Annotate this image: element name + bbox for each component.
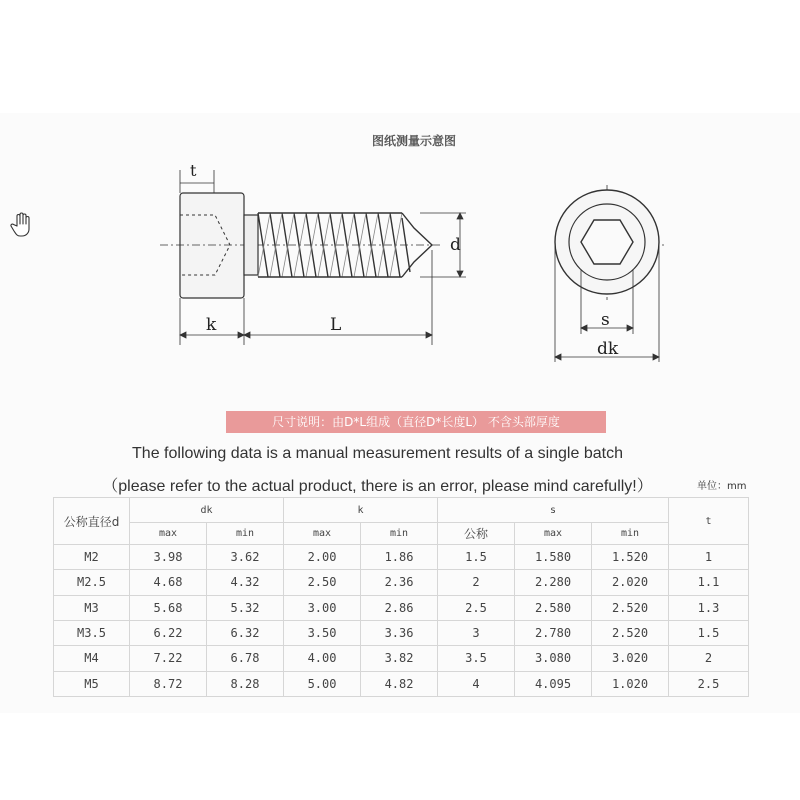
header-s: s [438,498,669,523]
table-cell: 3 [438,620,515,645]
table-cell: 4.82 [361,671,438,696]
table-cell: 1.580 [515,545,592,570]
table-cell: 2 [438,570,515,595]
table-cell: 7.22 [130,646,207,671]
table-cell: 1.3 [669,595,749,620]
table-cell: M3.5 [54,620,130,645]
k-label: k [206,315,217,335]
table-cell: 2.520 [592,595,669,620]
table-cell: M3 [54,595,130,620]
table-cell: 8.28 [207,671,284,696]
table-cell: 1.020 [592,671,669,696]
table-row [54,570,749,595]
table-cell: 5.68 [130,595,207,620]
t-label: t [190,161,197,180]
measurement-note: The following data is a manual measurement results of a single batch [132,445,623,462]
table-row [54,545,749,570]
table-cell: M2.5 [54,570,130,595]
screw-top-view [555,185,665,300]
table-cell: 2.020 [592,570,669,595]
header-k-max: max [284,523,361,545]
s-label: s [601,310,610,330]
table-cell: 6.22 [130,620,207,645]
table-cell: 3.00 [284,595,361,620]
dk-label: dk [597,339,619,359]
table-cell: 2.00 [284,545,361,570]
screw-side-view [160,193,440,298]
table-row [54,595,749,620]
table-cell: 2.780 [515,620,592,645]
error-disclaimer: （please refer to the actual product, there is an error, please mind carefully!） [102,478,653,495]
table-cell: 8.72 [130,671,207,696]
table-cell: 2.5 [669,671,749,696]
table-cell: 5.00 [284,671,361,696]
table-cell: 4.00 [284,646,361,671]
header-k: k [284,498,438,523]
header-dk: dk [130,498,284,523]
table-cell: 1.5 [438,545,515,570]
table-cell: 2.280 [515,570,592,595]
header-dk-min: min [207,523,284,545]
table-cell: 2.5 [438,595,515,620]
table-cell: 5.32 [207,595,284,620]
header-s-nominal: 公称 [438,523,515,545]
specification-table [53,497,749,697]
d-label: d [450,235,461,255]
diagram-title: 图纸测量示意图 [371,134,456,148]
table-cell: 4.095 [515,671,592,696]
table-cell: 6.32 [207,620,284,645]
table-cell: 2.50 [284,570,361,595]
table-cell: 1.1 [669,570,749,595]
table-cell: 3.080 [515,646,592,671]
table-cell: 2 [669,646,749,671]
table-cell: 3.36 [361,620,438,645]
table-row [54,646,749,671]
table-cell: 4 [438,671,515,696]
unit-label: 单位：mm [697,481,747,492]
header-k-min: min [361,523,438,545]
table-cell: M4 [54,646,130,671]
table-cell: 1 [669,545,749,570]
table-cell: 3.5 [438,646,515,671]
table-cell: 1.520 [592,545,669,570]
table-cell: 3.82 [361,646,438,671]
table-cell: M2 [54,545,130,570]
table-cell: M5 [54,671,130,696]
table-cell: 2.580 [515,595,592,620]
table-cell: 4.68 [130,570,207,595]
table-cell: 4.32 [207,570,284,595]
header-nominal-diameter: 公称直径d [54,498,130,545]
table-cell: 1.5 [669,620,749,645]
size-note-banner: 尺寸说明：由D*L组成（直径D*长度L） 不含头部厚度 [226,411,606,433]
table-cell: 3.50 [284,620,361,645]
header-s-min: min [592,523,669,545]
table-cell: 1.86 [361,545,438,570]
header-dk-max: max [130,523,207,545]
L-label: L [330,315,342,335]
header-t: t [669,498,749,545]
table-cell: 2.86 [361,595,438,620]
table-row [54,671,749,696]
table-cell: 3.020 [592,646,669,671]
table-cell: 3.62 [207,545,284,570]
table-cell: 3.98 [130,545,207,570]
table-cell: 2.520 [592,620,669,645]
table-cell: 2.36 [361,570,438,595]
table-row [54,620,749,645]
header-s-max: max [515,523,592,545]
table-cell: 6.78 [207,646,284,671]
